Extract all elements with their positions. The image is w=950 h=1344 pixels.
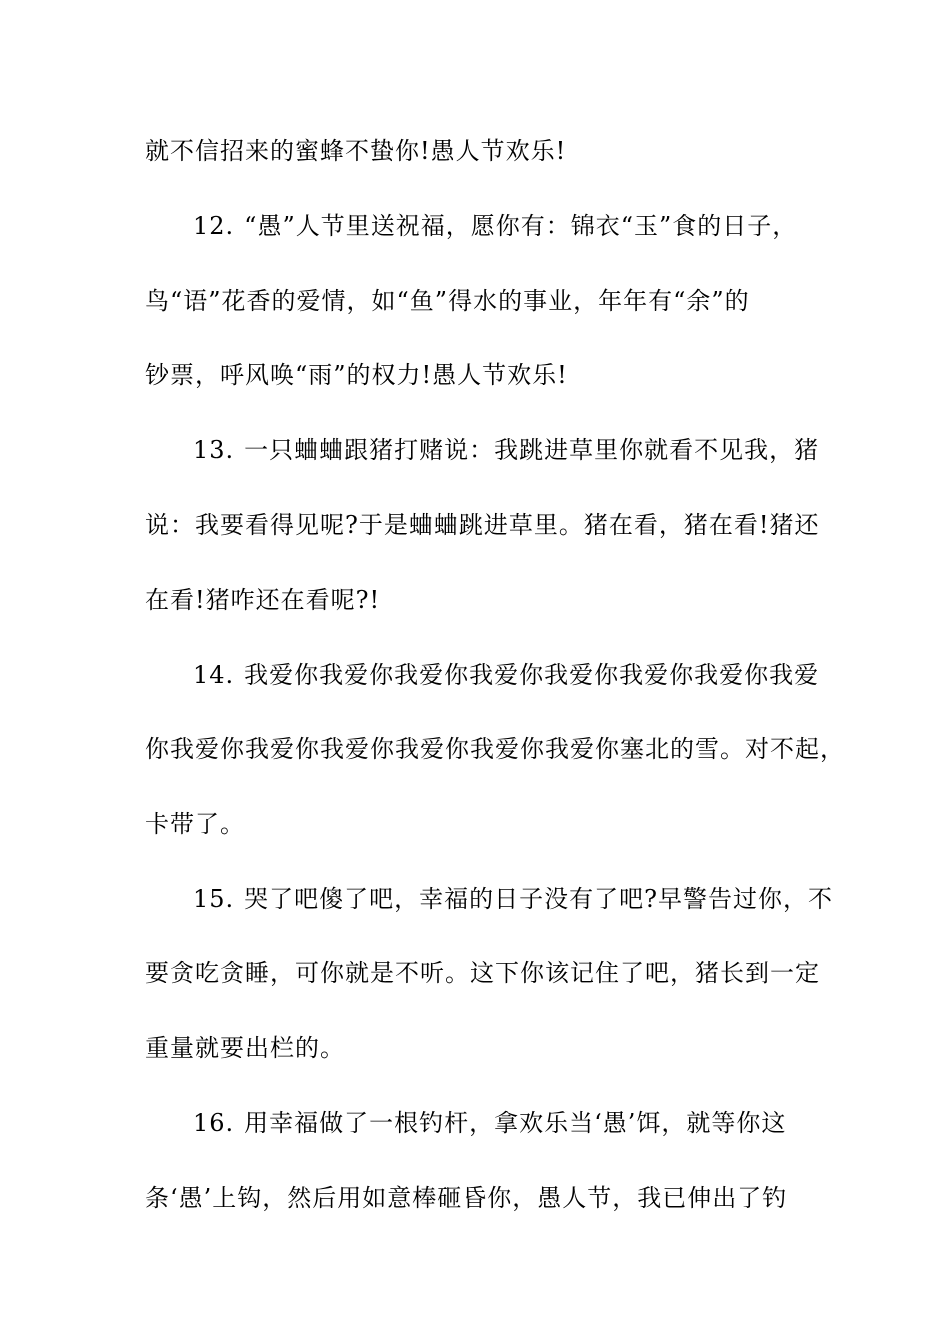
item-number: 16. [193, 1109, 235, 1137]
item-number: 13. [193, 436, 235, 464]
paragraph-first-line [193, 430, 863, 470]
text-line: 我爱你我爱你我爱你我爱你我爱你我爱你我爱你我爱 [244, 661, 820, 689]
text-line: “愚”人节里送祝福，愿你有：锦衣“玉”食的日子， [244, 212, 798, 240]
text-line: 重量就要出栏的。 [145, 1034, 345, 1062]
text-line: 哭了吧傻了吧，幸福的日子没有了吧?早警告过你，不 [244, 885, 834, 913]
text-line: 在看!猪咋还在看呢?! [145, 586, 381, 614]
paragraph-first-line [193, 879, 863, 919]
paragraph-first-line [193, 655, 863, 695]
text-line: 钞票，呼风唤“雨”的权力!愚人节欢乐! [145, 361, 568, 389]
paragraph-first-line [193, 206, 863, 246]
text-line: 你我爱你我爱你我爱你我爱你我爱你我爱你塞北的雪。对不起， [145, 735, 845, 763]
item-number: 12. [193, 212, 235, 240]
paragraph-first-line [193, 1103, 863, 1143]
text-line: 说：我要看得见呢?于是蛐蛐跳进草里。猪在看，猪在看!猪还 [145, 511, 820, 539]
text-line: 卡带了。 [145, 810, 245, 838]
text-line: 用幸福做了一根钓杆，拿欢乐当‘愚’饵，就等你这 [244, 1109, 787, 1137]
text-line: 就不信招来的蜜蜂不蛰你!愚人节欢乐! [145, 137, 567, 165]
text-line: 条‘愚’上钩，然后用如意棒砸昏你，愚人节，我已伸出了钓 [145, 1184, 788, 1212]
item-number: 15. [193, 885, 235, 913]
text-line: 一只蛐蛐跟猪打赌说：我跳进草里你就看不见我，猪 [244, 436, 820, 464]
text-line: 要贪吃贪睡，可你就是不听。这下你该记住了吧，猪长到一定 [145, 959, 820, 987]
text-line: 鸟“语”花香的爱情，如“鱼”得水的事业，年年有“余”的 [145, 287, 750, 315]
item-number: 14. [193, 661, 235, 689]
